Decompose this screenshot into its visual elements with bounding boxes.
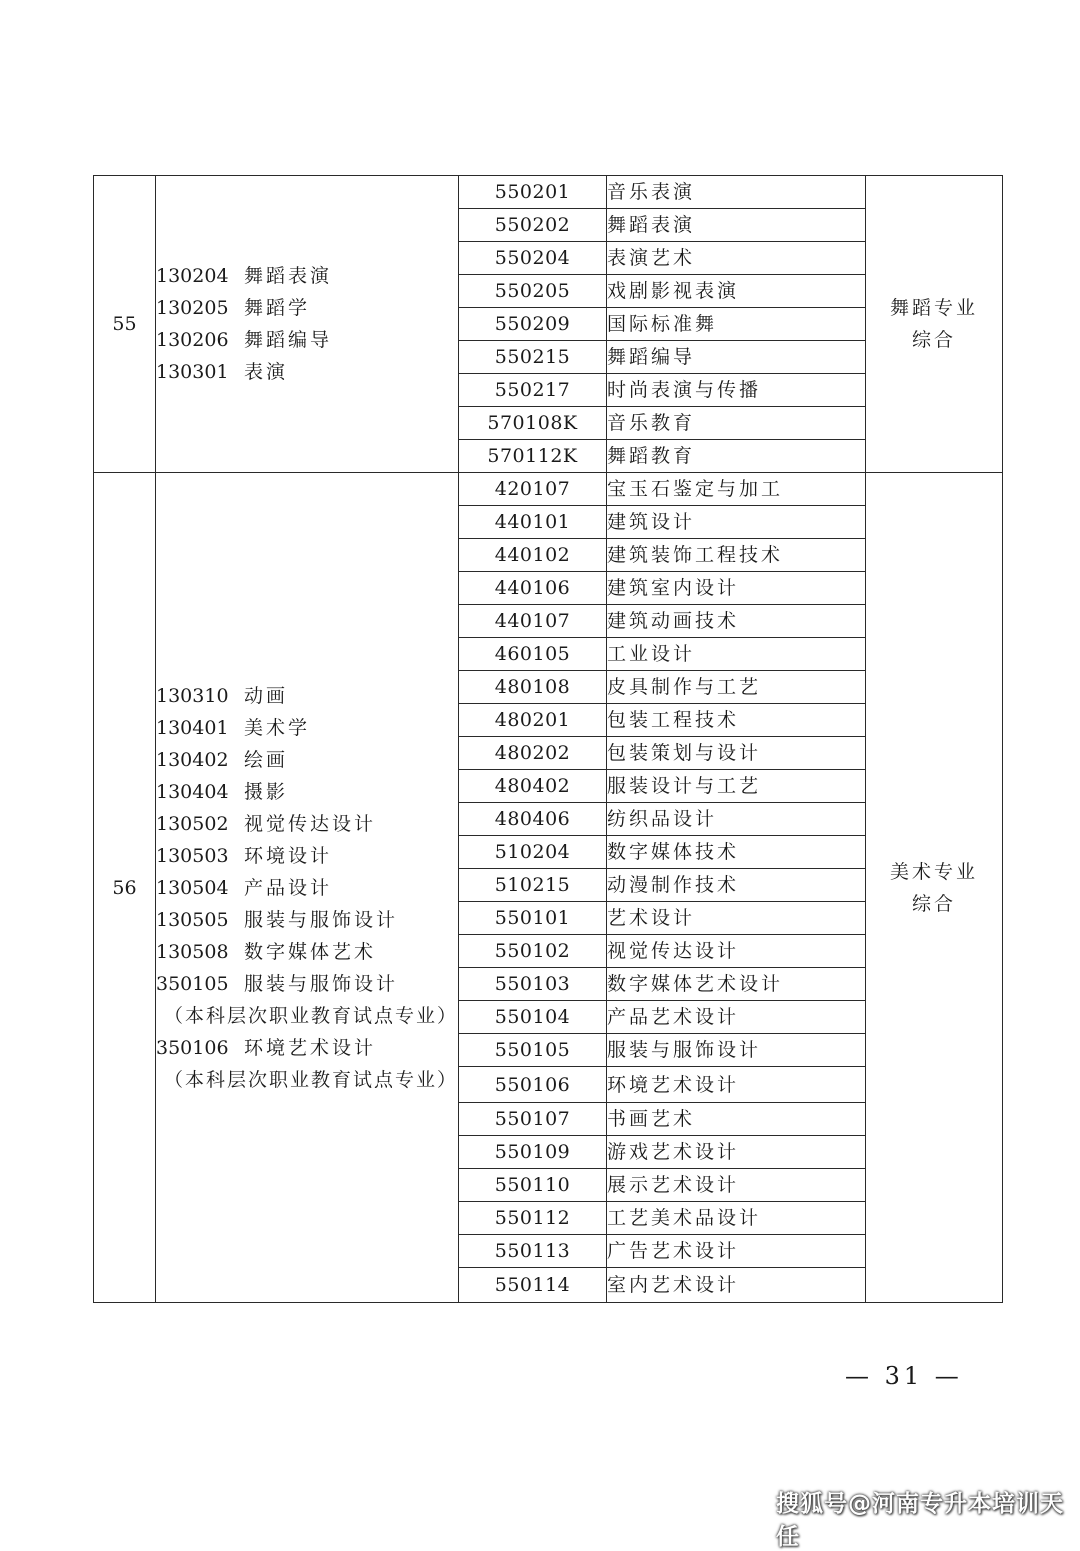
vocational-major-code: 550110 <box>459 1169 607 1202</box>
bachelor-major <box>156 712 458 744</box>
bachelor-major-name: 美术学 <box>244 716 311 739</box>
bachelor-major <box>156 356 458 388</box>
bachelor-major-code: 130310 <box>156 684 229 707</box>
bachelor-major <box>156 324 458 356</box>
vocational-major-name: 国际标准舞 <box>607 308 866 341</box>
bachelor-major-name: 视觉传达设计 <box>244 812 377 835</box>
vocational-major-code: 550109 <box>459 1136 607 1169</box>
vocational-major-code: 510215 <box>459 869 607 902</box>
vocational-major-name: 建筑设计 <box>607 506 866 539</box>
bachelor-major-note: （本科层次职业教育试点专业） <box>164 1068 459 1091</box>
vocational-major-code: 480406 <box>459 803 607 836</box>
vocational-major-code: 550209 <box>459 308 607 341</box>
bachelor-majors-cell <box>156 473 459 1303</box>
bachelor-major <box>156 260 458 292</box>
bachelor-major-name: 服装与服饰设计 <box>244 908 399 931</box>
vocational-major-name: 时尚表演与传播 <box>607 374 866 407</box>
vocational-major-code: 440107 <box>459 605 607 638</box>
vocational-major-code: 550112 <box>459 1202 607 1235</box>
bachelor-major <box>156 968 458 1000</box>
bachelor-major-name: 舞蹈编导 <box>244 329 333 351</box>
vocational-major-name: 皮具制作与工艺 <box>607 671 866 704</box>
vocational-major-name: 纺织品设计 <box>607 803 866 836</box>
bachelor-major-code: 130301 <box>156 361 229 383</box>
vocational-major-name: 戏剧影视表演 <box>607 275 866 308</box>
bachelor-major <box>156 872 458 904</box>
vocational-major-code: 550104 <box>459 1001 607 1034</box>
vocational-major-name: 音乐表演 <box>607 176 866 209</box>
bachelor-major <box>156 680 458 712</box>
bachelor-major-name: 环境艺术设计 <box>244 1036 377 1059</box>
group-index: 56 <box>94 473 156 1303</box>
bachelor-major-code: 130401 <box>156 716 229 739</box>
bachelor-major-code: 130204 <box>156 265 229 287</box>
vocational-major-code: 570112K <box>459 440 607 473</box>
bachelor-major-name: 表演 <box>244 361 289 383</box>
bachelor-major <box>156 936 458 968</box>
vocational-major-code: 550205 <box>459 275 607 308</box>
bachelor-major <box>156 744 458 776</box>
vocational-major-code: 440102 <box>459 539 607 572</box>
vocational-major-name: 建筑室内设计 <box>607 572 866 605</box>
vocational-major-name: 室内艺术设计 <box>607 1268 866 1303</box>
exam-subject-cell <box>866 473 1003 1303</box>
bachelor-major-code: 130502 <box>156 812 229 835</box>
vocational-major-name: 音乐教育 <box>607 407 866 440</box>
vocational-major-name: 包装工程技术 <box>607 704 866 737</box>
vocational-major-code: 480108 <box>459 671 607 704</box>
exam-subject-line: 综合 <box>911 329 956 351</box>
bachelor-major-code: 130206 <box>156 329 229 351</box>
table-row <box>94 473 1003 506</box>
bachelor-major-name: 产品设计 <box>244 876 333 899</box>
vocational-major-code: 550114 <box>459 1268 607 1303</box>
bachelor-major-code: 130504 <box>156 876 229 899</box>
exam-subject-line: 美术专业 <box>889 860 978 883</box>
bachelor-major-code: 130402 <box>156 748 229 771</box>
vocational-major-code: 550215 <box>459 341 607 374</box>
vocational-major-code: 510204 <box>459 836 607 869</box>
bachelor-major-code: 130508 <box>156 940 229 963</box>
bachelor-major <box>156 776 458 808</box>
vocational-major-name: 工业设计 <box>607 638 866 671</box>
vocational-major-name: 舞蹈教育 <box>607 440 866 473</box>
bachelor-major <box>156 1032 458 1064</box>
group-index: 55 <box>94 176 156 473</box>
bachelor-major-code: 130505 <box>156 908 229 931</box>
bachelor-major-note: （本科层次职业教育试点专业） <box>164 1004 459 1027</box>
vocational-major-code: 550106 <box>459 1067 607 1103</box>
vocational-major-name: 舞蹈编导 <box>607 341 866 374</box>
vocational-major-code: 550202 <box>459 209 607 242</box>
bachelor-major-name: 服装与服饰设计 <box>244 972 399 995</box>
vocational-major-name: 服装与服饰设计 <box>607 1034 866 1067</box>
exam-subject-line: 舞蹈专业 <box>889 297 978 319</box>
majors-table <box>93 175 1003 1303</box>
vocational-major-name: 书画艺术 <box>607 1103 866 1136</box>
bachelor-major-name: 数字媒体艺术 <box>244 940 377 963</box>
vocational-major-code: 420107 <box>459 473 607 506</box>
bachelor-major <box>156 292 458 324</box>
bachelor-major-name: 舞蹈学 <box>244 297 311 319</box>
vocational-major-code: 460105 <box>459 638 607 671</box>
bachelor-major-code: 130503 <box>156 844 229 867</box>
vocational-major-code: 550204 <box>459 242 607 275</box>
vocational-major-code: 440101 <box>459 506 607 539</box>
vocational-major-name: 表演艺术 <box>607 242 866 275</box>
bachelor-major <box>156 904 458 936</box>
vocational-major-name: 动漫制作技术 <box>607 869 866 902</box>
vocational-major-name: 展示艺术设计 <box>607 1169 866 1202</box>
bachelor-major-name: 动画 <box>244 684 289 707</box>
bachelor-major-name: 绘画 <box>244 748 289 771</box>
bachelor-major-name: 摄影 <box>244 780 289 803</box>
vocational-major-name: 包装策划与设计 <box>607 737 866 770</box>
vocational-major-code: 550217 <box>459 374 607 407</box>
watermark: 搜狐号@河南专升本培训天任 <box>776 1491 1064 1550</box>
vocational-major-name: 工艺美术品设计 <box>607 1202 866 1235</box>
bachelor-major <box>156 840 458 872</box>
bachelor-major-code: 350105 <box>156 972 229 995</box>
vocational-major-name: 视觉传达设计 <box>607 935 866 968</box>
vocational-major-code: 550105 <box>459 1034 607 1067</box>
bachelor-major-name: 舞蹈表演 <box>244 265 333 287</box>
vocational-major-name: 环境艺术设计 <box>607 1067 866 1103</box>
bachelor-major-name: 环境设计 <box>244 844 333 867</box>
vocational-major-code: 550113 <box>459 1235 607 1268</box>
vocational-major-code: 550201 <box>459 176 607 209</box>
vocational-major-name: 建筑装饰工程技术 <box>607 539 866 572</box>
vocational-major-name: 数字媒体技术 <box>607 836 866 869</box>
vocational-major-name: 产品艺术设计 <box>607 1001 866 1034</box>
vocational-major-code: 480201 <box>459 704 607 737</box>
vocational-major-name: 游戏艺术设计 <box>607 1136 866 1169</box>
vocational-major-name: 建筑动画技术 <box>607 605 866 638</box>
vocational-major-name: 艺术设计 <box>607 902 866 935</box>
vocational-major-name: 服装设计与工艺 <box>607 770 866 803</box>
vocational-major-code: 550102 <box>459 935 607 968</box>
exam-subject-cell <box>866 176 1003 473</box>
page-number: — 31 — <box>845 1362 963 1390</box>
vocational-major-code: 550101 <box>459 902 607 935</box>
vocational-major-name: 广告艺术设计 <box>607 1235 866 1268</box>
vocational-major-code: 480202 <box>459 737 607 770</box>
vocational-major-code: 440106 <box>459 572 607 605</box>
vocational-major-code: 570108K <box>459 407 607 440</box>
vocational-major-name: 舞蹈表演 <box>607 209 866 242</box>
bachelor-major-code: 130205 <box>156 297 229 319</box>
bachelor-majors-cell <box>156 176 459 473</box>
exam-subject-line: 综合 <box>911 892 956 915</box>
bachelor-major <box>156 808 458 840</box>
vocational-major-name: 宝玉石鉴定与加工 <box>607 473 866 506</box>
vocational-major-code: 550107 <box>459 1103 607 1136</box>
bachelor-major-code: 130404 <box>156 780 229 803</box>
vocational-major-code: 550103 <box>459 968 607 1001</box>
vocational-major-code: 480402 <box>459 770 607 803</box>
vocational-major-name: 数字媒体艺术设计 <box>607 968 866 1001</box>
table-row <box>94 176 1003 209</box>
bachelor-major-code: 350106 <box>156 1036 229 1059</box>
